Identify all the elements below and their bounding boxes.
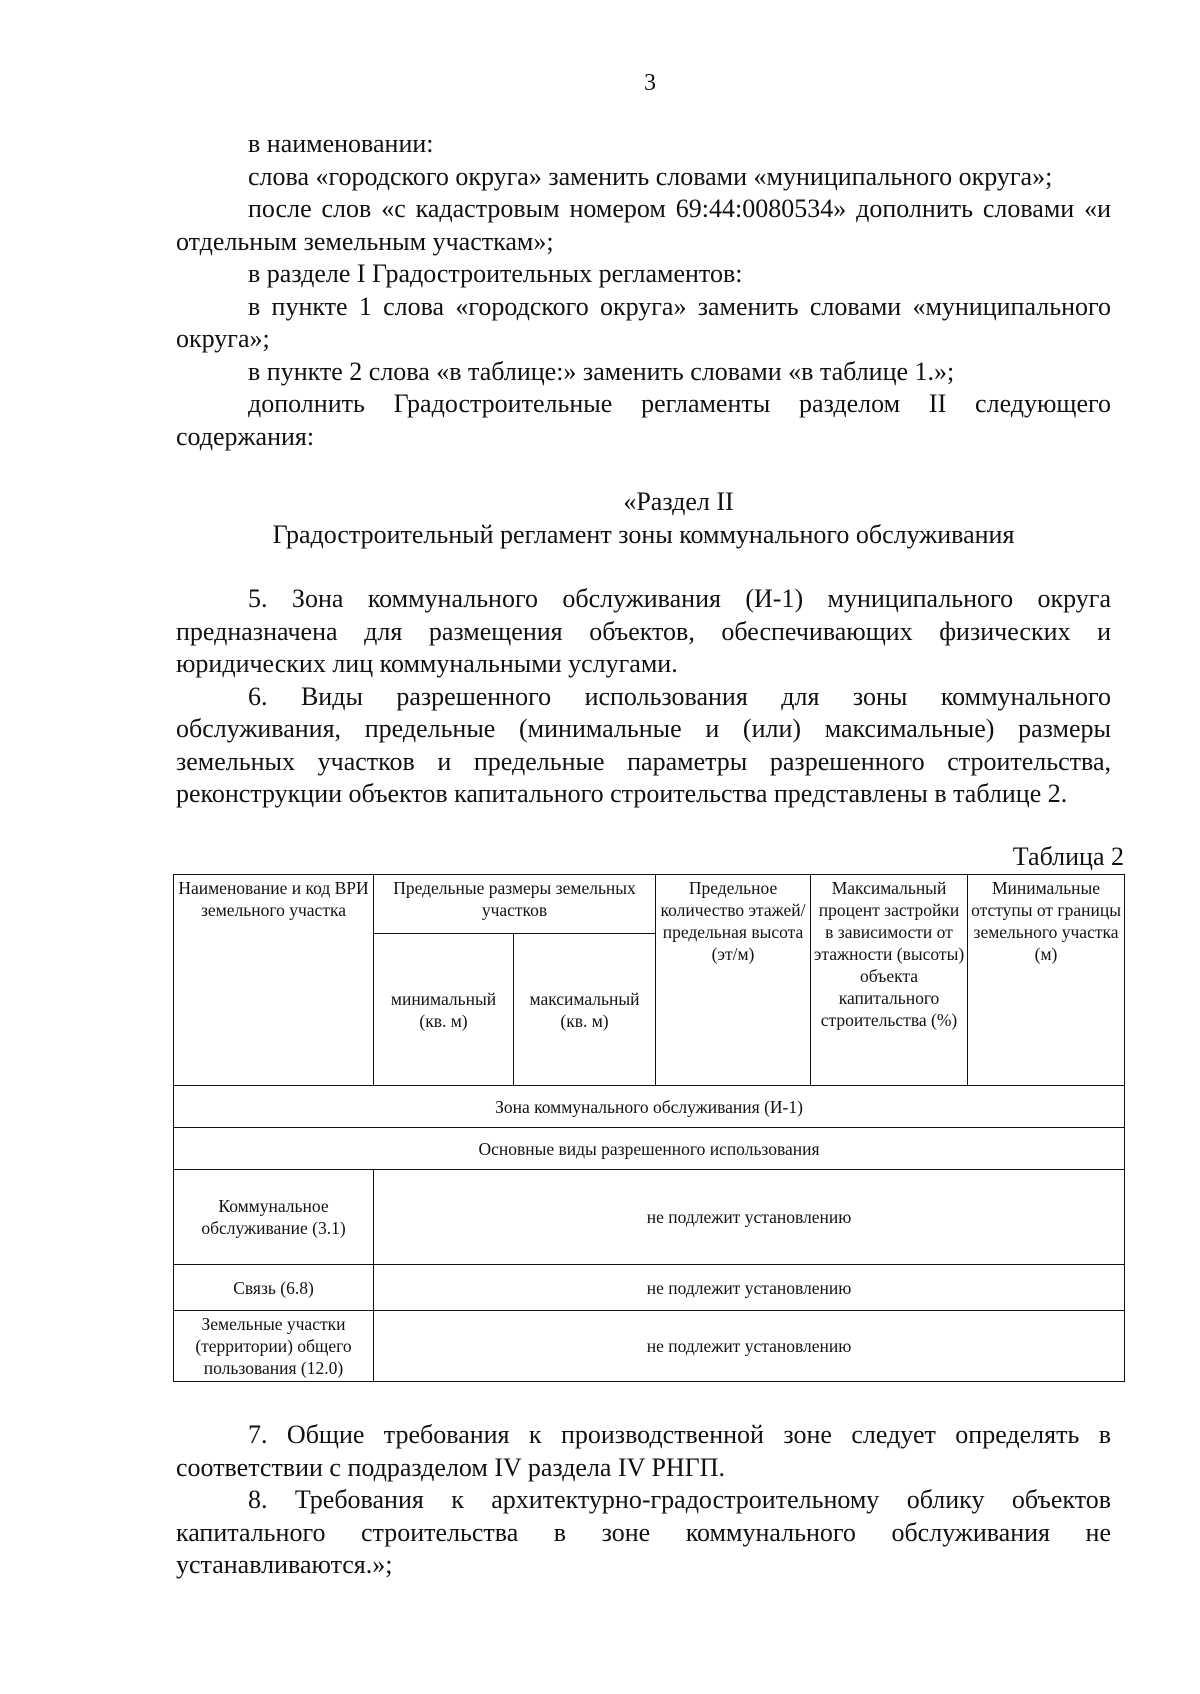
use-value: не подлежит установлению (374, 1170, 1125, 1265)
header-sizes: Предельные размеры земельных участков (374, 875, 656, 934)
paragraph: после слов «с кадастровым номером 69:44:0080534» дополнить словами «и отдельным земельным участкам»; (176, 194, 1111, 256)
closing-text (176, 1419, 1111, 1582)
paragraph: в наименовании: (248, 129, 434, 158)
use-name: Коммунальное обслуживание (3.1) (174, 1170, 374, 1265)
amendment-text (176, 128, 1111, 453)
table-caption: Таблица 2 (1012, 842, 1124, 871)
header-min: минимальный (кв. м) (374, 934, 514, 1086)
header-percent: Максимальный процент застройки в зависимости от этажности (высоты) объекта капитального строительства (%) (811, 875, 968, 1086)
header-floors: Предельное количество этажей/ предельная высота (эт/м) (656, 875, 811, 1086)
paragraph: в пункте 2 слова «в таблице:» заменить словами «в таблице 1.»; (248, 356, 955, 386)
use-value: не подлежит установлению (374, 1265, 1125, 1311)
page-number: 3 (644, 70, 656, 96)
header-setback: Минимальные отступы от границы земельного участка (м) (968, 875, 1125, 1086)
regulation-table (173, 874, 1125, 1382)
section-heading (176, 486, 1111, 551)
table-row (174, 1170, 1125, 1265)
paragraph: 7. Общие требования к производственной зоне следует определять в соответствии с подразделом IV раздела IV РНГП. (176, 1420, 1111, 1482)
table-row (174, 1311, 1125, 1382)
paragraph: слова «городского округа» заменить словами «муниципального округа»; (248, 161, 1053, 191)
paragraph: дополнить Градостроительные регламенты разделом II следующего содержания: (176, 389, 1111, 451)
use-name: Земельные участки (территории) общего пользования (12.0) (174, 1311, 374, 1382)
zone-row: Зона коммунального обслуживания (И-1) (174, 1086, 1125, 1128)
regulation-text (176, 583, 1111, 811)
kind-row: Основные виды разрешенного использования (174, 1128, 1125, 1170)
header-name: Наименование и код ВРИ земельного участка (174, 875, 374, 1086)
section-title: «Раздел II (623, 487, 734, 516)
paragraph: 6. Виды разрешенного использования для зоны коммунального обслуживания, предельные (минимальные и (или) максимальные) размеры земельных участков и предельные параметры разрешенного строительства, реконструкции объектов капитального строительства представлены в таблице 2. (176, 681, 1111, 808)
table-row (174, 1265, 1125, 1311)
header-max: максимальный (кв. м) (514, 934, 656, 1086)
paragraph: в разделе I Градостроительных регламентов: (248, 259, 743, 288)
paragraph: 8. Требования к архитектурно-градостроительному облику объектов капитального строительства в зоне коммунального обслуживания не устанавливаются.»; (176, 1485, 1111, 1579)
paragraph: 5. Зона коммунального обслуживания (И-1) муниципального округа предназначена для размещения объектов, обеспечивающих физических и юридических лиц коммунальными услугами. (176, 584, 1111, 678)
paragraph: в пункте 1 слова «городского округа» заменить словами «муниципального округа»; (176, 291, 1111, 353)
use-value: не подлежит установлению (374, 1311, 1125, 1382)
use-name: Связь (6.8) (174, 1265, 374, 1311)
section-subtitle: Градостроительный регламент зоны коммунального обслуживания (272, 519, 1015, 549)
